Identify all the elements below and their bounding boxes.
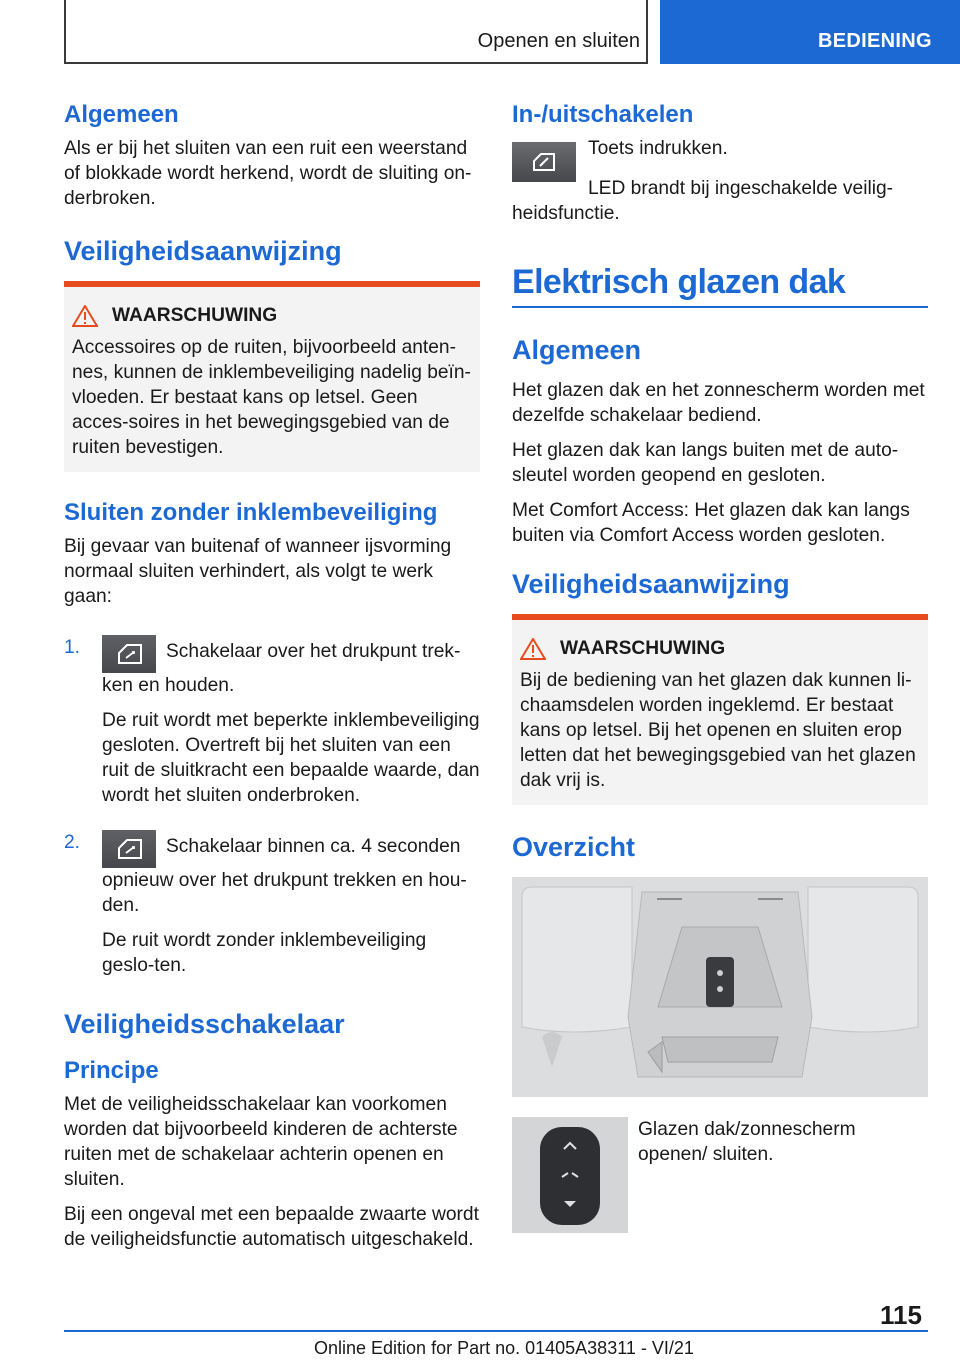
close-text: Bij gevaar van buitenaf of wanneer ijsvorming normaal sluiten verhindert, als volgt te werk gaan: bbox=[64, 536, 452, 607]
safety-heading: Veiligheidsaanwijzing bbox=[64, 236, 342, 266]
step-subtext: De ruit wordt met beperkte inklembeveiliging gesloten. Overtreft bij het sluiten van een ruit de sluitkracht een bepaalde waarde, dan wordt het sluiten onderbroken. bbox=[102, 710, 480, 806]
warning-triangle-icon bbox=[520, 638, 546, 660]
algemeen-heading: Algemeen bbox=[64, 101, 179, 128]
right-column bbox=[512, 100, 928, 1233]
warning-box bbox=[64, 281, 480, 472]
roof-warning-box bbox=[512, 614, 928, 805]
principle-text-1: Met de veiligheidsschakelaar kan voorkomen worden dat bijvoorbeeld kinderen de achterste ruiten met de schakelaar achterin openen en sluiten. bbox=[64, 1094, 458, 1190]
step-number: 1. bbox=[64, 637, 81, 658]
header-section-box bbox=[64, 0, 648, 64]
step-subtext: De ruit wordt zonder inklembeveiliging geslo-ten. bbox=[102, 930, 427, 976]
roof-text-2: Het glazen dak kan langs buiten met de auto-sleutel worden geopend en gesloten. bbox=[512, 440, 899, 486]
close-heading: Sluiten zonder inklembeveiliging bbox=[64, 499, 438, 526]
roof-switch-photo bbox=[512, 1117, 628, 1233]
left-column bbox=[64, 100, 480, 1262]
toggle-text-2: LED brandt bij ingeschakelde veilig-heidsfunctie. bbox=[512, 178, 894, 224]
chapter-tab bbox=[660, 0, 960, 64]
overview-heading: Overzicht bbox=[512, 832, 636, 862]
roof-algemeen-heading: Algemeen bbox=[512, 335, 642, 365]
step-item bbox=[64, 830, 480, 988]
roof-console-photo bbox=[512, 877, 928, 1097]
warning-label: WAARSCHUWING bbox=[112, 305, 278, 326]
window-switch-icon bbox=[102, 635, 156, 673]
warning-label: WAARSCHUWING bbox=[560, 638, 726, 659]
step-text: Schakelaar binnen ca. 4 seconden opnieuw over het drukpunt trekken en hou-den. bbox=[102, 836, 467, 916]
edition-text: Online Edition for Part no. 01405A38311 - VI/21 bbox=[314, 1338, 694, 1358]
step-item bbox=[64, 635, 480, 818]
roof-text-3: Met Comfort Access: Het glazen dak kan langs buiten via Comfort Access worden gesloten. bbox=[512, 500, 910, 546]
roof-safety-heading: Veiligheidsaanwijzing bbox=[512, 569, 790, 599]
page-number: 115 bbox=[880, 1300, 922, 1330]
warning-triangle-icon bbox=[72, 305, 98, 327]
photo-caption: Glazen dak/zonnescherm openen/ sluiten. bbox=[638, 1119, 856, 1165]
principle-heading: Principe bbox=[64, 1057, 159, 1084]
roof-warning-text: Bij de bediening van het glazen dak kunnen li-chaamsdelen worden ingeklemd. Er bestaat kans op letsel. Bij het openen en sluiten erop letten dat het bewegingsgebied van het glazen dak vrij is. bbox=[520, 670, 916, 791]
section-title: Openen en sluiten bbox=[477, 30, 640, 52]
warning-text: Accessoires op de ruiten, bijvoorbeeld anten-nes, kunnen de inklembeveiliging nadelig beïn-vloeden. Er bestaat kans op letsel. Geen acces-soires in het bewegingsgebied van de ruiten bevestigen. bbox=[72, 337, 471, 458]
algemeen-text: Als er bij het sluiten van een ruit een weerstand of blokkade wordt herkend, wordt de sluiting on-derbroken. bbox=[64, 138, 472, 209]
step-text: Schakelaar over het drukpunt trek-ken en houden. bbox=[102, 641, 461, 696]
roof-text-1: Het glazen dak en het zonnescherm worden met dezelfde schakelaar bediend. bbox=[512, 380, 925, 426]
step-number: 2. bbox=[64, 832, 81, 853]
roof-heading: Elektrisch glazen dak bbox=[512, 262, 928, 308]
switch-heading: Veiligheidsschakelaar bbox=[64, 1009, 345, 1039]
window-switch-icon bbox=[102, 830, 156, 868]
footer-divider bbox=[64, 1330, 928, 1332]
toggle-heading: In-/uitschakelen bbox=[512, 101, 694, 128]
toggle-text-1: Toets indrukken. bbox=[588, 138, 728, 159]
chapter-tab-label: BEDIENING bbox=[818, 30, 932, 52]
principle-text-2: Bij een ongeval met een bepaalde zwaarte wordt de veiligheidsfunctie automatisch uitgeschakeld. bbox=[64, 1204, 479, 1250]
child-lock-button-icon bbox=[512, 142, 576, 182]
